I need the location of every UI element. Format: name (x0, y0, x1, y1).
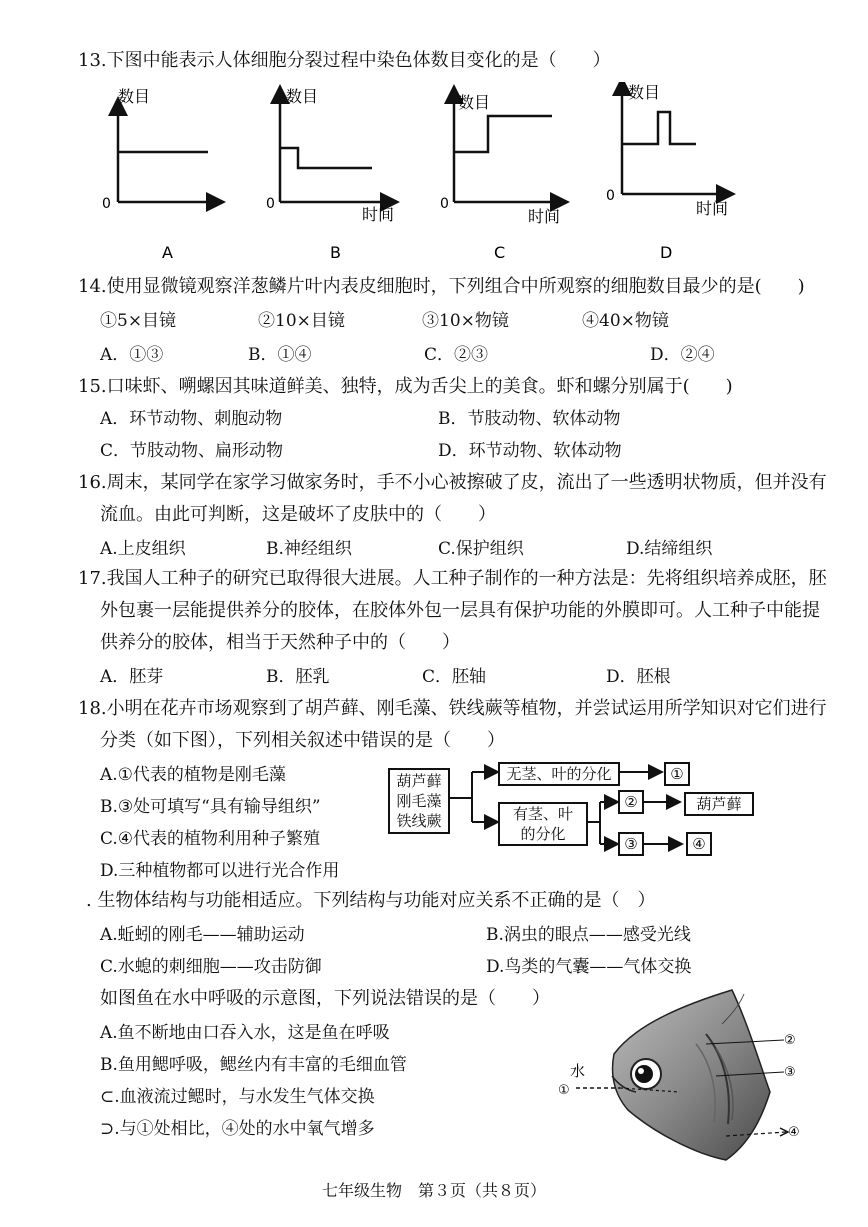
q16-option-b: B.神经组织 (266, 539, 352, 559)
q18-option-b: B.③处可填写“具有输导组织” (100, 797, 321, 817)
fish-water-label: 水 (570, 1062, 586, 1080)
q20-option-b: B.鱼用鳃呼吸，鳃丝内有丰富的毛细血管 (100, 1055, 407, 1075)
q18-stem-line2: 分类（如下图），下列相关叙述中错误的是（ ） (100, 730, 505, 751)
q16-option-a: A.上皮组织 (100, 539, 186, 559)
q18-label-4-box: ④ (686, 832, 712, 856)
q13-graphs (90, 82, 790, 267)
q14-item-3: ③10×物镜 (422, 311, 509, 331)
q16-stem-line1: 16.周末，某同学在家学习做家务时，手不小心被擦破了皮，流出了一些透明状物质，但并没有 (78, 472, 827, 493)
q17-stem-line2: 外包裹一层能提供养分的胶体，在胶体外包一层具有保护功能的外膜即可。人工种子中能提 (100, 600, 820, 621)
graph-c-ylabel: 数目 (458, 93, 491, 112)
q18-branch-no-stem-box: 无茎、叶的分化 (498, 762, 620, 786)
q17-stem-line1: 17.我国人工种子的研究已取得很大进展。人工种子制作的一种方法是：先将组织培养成胚，胚 (78, 568, 827, 589)
q16-stem-line2: 流血。由此可判断，这是破坏了皮肤中的（ ） (100, 504, 496, 525)
q19-option-c: C.水螅的刺细胞——攻击防御 (100, 957, 322, 977)
q14-item-1: ①5×目镜 (100, 311, 177, 331)
graph-d-xlabel: 时间 (696, 199, 729, 218)
q19-stem: . 生物体结构与功能相适应。下列结构与功能对应关系不正确的是（ ） (86, 890, 656, 911)
q17-option-a: A．胚芽 (100, 667, 164, 687)
graph-a-origin: 0 (102, 196, 111, 212)
q14-option-a: A．①③ (100, 345, 164, 365)
q15-option-d: D．环节动物、软体动物 (438, 441, 622, 461)
q14-item-2: ②10×目镜 (258, 311, 345, 331)
q20-option-d: ⊃.与①处相比，④处的水中氧气增多 (100, 1119, 375, 1139)
q20-fish-diagram (556, 984, 806, 1164)
graph-d-origin: 0 (606, 188, 615, 204)
graph-a-ylabel: 数目 (118, 87, 151, 106)
q20-stem: 如图鱼在水中呼吸的示意图，下列说法错误的是（ ） (100, 988, 550, 1009)
q18-option-d: D.三种植物都可以进行光合作用 (100, 861, 340, 881)
q14-option-d: D．②④ (650, 345, 715, 365)
q13-stem: 13.下图中能表示人体细胞分裂过程中染色体数目变化的是（ ） (78, 50, 611, 71)
graph-c-xlabel: 时间 (528, 207, 561, 226)
graph-c (440, 93, 560, 262)
graph-d-ylabel: 数目 (628, 83, 661, 102)
q15-option-b: B．节肢动物、软体动物 (438, 409, 621, 429)
graph-a (102, 87, 216, 262)
q17-stem-line3: 供养分的胶体，相当于天然种子中的（ ） (100, 632, 460, 653)
q15-stem: 15.口味虾、嗍螺因其味道鲜美、独特，成为舌尖上的美食。虾和螺分别属于( ) (78, 376, 733, 397)
q18-label-2-box: ② (618, 790, 644, 814)
q17-option-c: C．胚轴 (422, 667, 487, 687)
q18-plant-group-box: 葫芦藓 刚毛藻 铁线蕨 (388, 768, 450, 834)
q19-option-d: D.鸟类的气囊——气体交换 (486, 957, 692, 977)
q20-option-c: ⊂.血液流过鳃时，与水发生气体交换 (100, 1087, 375, 1107)
q16-option-c: C.保护组织 (438, 539, 524, 559)
graph-b (266, 87, 394, 262)
q15-option-a: A．环节动物、刺胞动物 (100, 409, 283, 429)
q18-stem-line1: 18.小明在花卉市场观察到了胡芦藓、刚毛藻、铁线蕨等植物，并尝试运用所学知识对它们进行 (78, 698, 827, 719)
q18-option-c: C.④代表的植物利用种子繁殖 (100, 829, 321, 849)
page-footer: 七年级生物 第３页（共８页） (322, 1181, 547, 1200)
q14-option-c: C．②③ (424, 345, 489, 365)
q14-stem: 14.使用显微镜观察洋葱鳞片叶内表皮细胞时，下列组合中所观察的细胞数目最少的是( ) (78, 276, 805, 297)
q20-option-a: A.鱼不断地由口吞入水，这是鱼在呼吸 (100, 1023, 390, 1043)
q17-option-d: D．胚根 (606, 667, 671, 687)
graph-c-label: C (494, 243, 506, 262)
q15-option-c: C．节肢动物、扁形动物 (100, 441, 284, 461)
fish-marker-3: ③ (784, 1065, 796, 1080)
graph-b-origin: 0 (266, 196, 275, 212)
q14-option-b: B．①④ (248, 345, 312, 365)
graph-d (606, 83, 728, 262)
fish-marker-4: ④ (788, 1125, 800, 1140)
q18-branch-stem-box: 有茎、叶 的分化 (498, 802, 588, 846)
graph-a-label: A (162, 243, 173, 262)
q18-label-3-box: ③ (618, 832, 644, 856)
graph-b-xlabel: 时间 (362, 205, 395, 224)
q18-option-a: A.①代表的植物是刚毛藻 (100, 765, 286, 785)
graph-c-origin: 0 (440, 196, 449, 212)
graph-b-label: B (330, 243, 341, 262)
q18-moss-box: 葫芦藓 (684, 792, 754, 816)
q19-option-b: B.涡虫的眼点——感受光线 (486, 925, 691, 945)
fish-marker-2: ② (784, 1033, 796, 1048)
graph-d-label: D (660, 243, 673, 262)
fish-marker-1: ① (558, 1083, 570, 1098)
q19-option-a: A.蚯蚓的刚毛——辅助运动 (100, 925, 305, 945)
q17-option-b: B．胚乳 (266, 667, 330, 687)
q16-option-d: D.结缔组织 (626, 539, 713, 559)
q14-item-4: ④40×物镜 (582, 311, 669, 331)
q18-label-1-box: ① (664, 762, 690, 786)
graph-b-ylabel: 数目 (286, 87, 319, 106)
